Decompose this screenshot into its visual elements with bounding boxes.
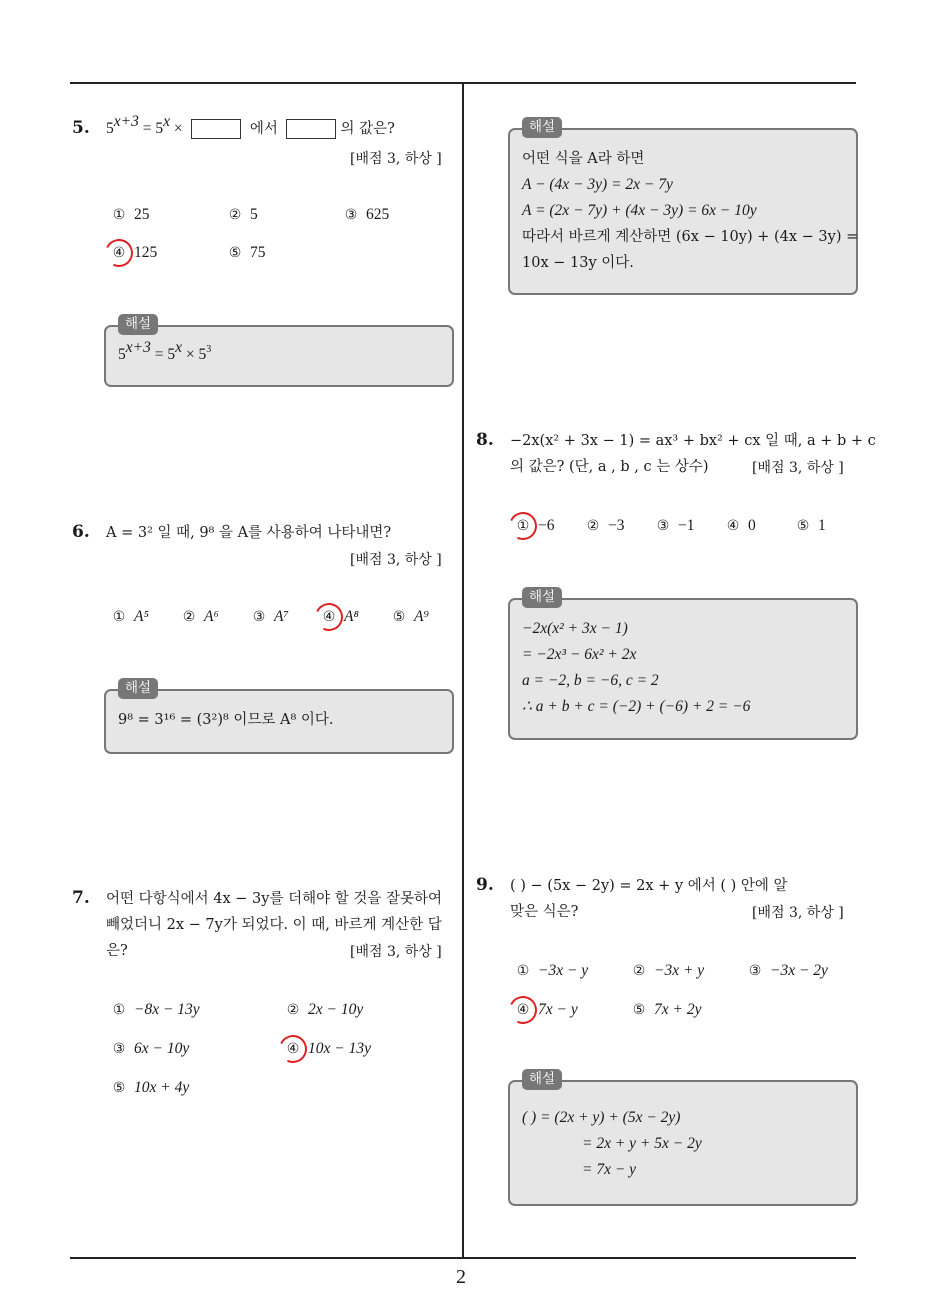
q8-choice-5[interactable]: ⑤ 1: [796, 517, 826, 534]
question-9-stem-line-1: ( ) − (5x − 2y) = 2x + y 에서 ( ) 안에 알: [510, 878, 788, 894]
q6-choice-1[interactable]: ① A⁵: [112, 608, 149, 625]
q6-solution-tag: 해설: [118, 678, 158, 699]
q5-choice-1[interactable]: ① 25: [112, 206, 150, 223]
q5-choice-3[interactable]: ③ 625: [344, 206, 390, 223]
q8-solution-line-2: = −2x³ − 6x² + 2x: [522, 646, 637, 663]
q7-solution-line-5: 10x − 13y 이다.: [522, 255, 634, 271]
question-7-number: 7.: [72, 888, 90, 908]
question-5-stem: $5^{x+3} = 5^x$ × 에서 의 값은?: [106, 113, 395, 137]
question-6-number: 6.: [72, 522, 90, 542]
q7-solution-tag: 해설: [522, 117, 562, 138]
q8-solution-line-1: −2x(x² + 3x − 1): [522, 620, 628, 637]
q9-solution-tag: 해설: [522, 1069, 562, 1090]
q7-choice-1[interactable]: ① −8x − 13y: [112, 1001, 200, 1018]
q7-solution-line-2: A − (4x − 3y) = 2x − 7y: [522, 176, 673, 193]
q5-solution-line: $5^{x+3} = 5^x \times 5^3$: [118, 339, 212, 363]
q8-solution-tag: 해설: [522, 587, 562, 608]
q9-choice-1[interactable]: ① −3x − y: [516, 962, 589, 979]
answer-mark-circle: [505, 992, 541, 1028]
question-8-score: [배점 3, 하상 ]: [752, 460, 844, 476]
question-7-stem-line-3: 은?: [106, 943, 128, 959]
q7-choice-4[interactable]: ④ 10x − 13y: [286, 1040, 371, 1057]
q8-choice-2[interactable]: ② −3: [586, 517, 625, 534]
question-8-stem-line-1: −2x(x² + 3x − 1) = ax³ + bx² + cx 일 때, a + b + c: [510, 433, 876, 449]
q6-choice-5[interactable]: ⑤ A⁹: [392, 608, 429, 625]
q6-choice-4[interactable]: ④ A⁸: [322, 608, 359, 625]
q9-solution-line-1: ( ) = (2x + y) + (5x − 2y): [522, 1109, 681, 1126]
q8-choice-1[interactable]: ① −6: [516, 517, 555, 534]
question-9-score: [배점 3, 하상 ]: [752, 905, 844, 921]
question-7-stem-line-2: 빼었더니 2x − 7y가 되었다. 이 때, 바르게 계산한 답: [106, 917, 442, 933]
q5-choice-4[interactable]: ④ 125: [112, 244, 158, 261]
q6-choice-3[interactable]: ③ A⁷: [252, 608, 289, 625]
answer-mark-circle: [311, 599, 347, 635]
q8-choice-4[interactable]: ④ 0: [726, 517, 756, 534]
q9-solution-line-2: = 2x + y + 5x − 2y: [582, 1135, 702, 1152]
question-8-number: 8.: [476, 430, 494, 450]
q8-solution-line-3: a = −2, b = −6, c = 2: [522, 672, 659, 689]
q6-solution-line: 9⁸ = 3¹⁶ = (3²)⁸ 이므로 A⁸ 이다.: [118, 712, 334, 728]
question-6-stem: A = 3² 일 때, 9⁸ 을 A를 사용하여 나타내면?: [106, 525, 392, 541]
q8-solution-line-4: ∴ a + b + c = (−2) + (−6) + 2 = −6: [522, 698, 751, 715]
q8-choice-3[interactable]: ③ −1: [656, 517, 695, 534]
q7-choice-2[interactable]: ② 2x − 10y: [286, 1001, 364, 1018]
q9-choice-4[interactable]: ④ 7x − y: [516, 1001, 578, 1018]
question-9-stem-line-2: 맞은 식은?: [510, 904, 579, 920]
question-6-score: [배점 3, 하상 ]: [350, 552, 442, 568]
q7-solution-line-1: 어떤 식을 A라 하면: [522, 151, 645, 167]
question-8-stem-line-2: 의 값은? (단, a , b , c 는 상수): [510, 459, 709, 475]
question-9-number: 9.: [476, 875, 494, 895]
answer-mark-circle: [275, 1031, 311, 1067]
q7-choice-3[interactable]: ③ 6x − 10y: [112, 1040, 190, 1057]
q7-choice-5[interactable]: ⑤ 10x + 4y: [112, 1079, 190, 1096]
q5-solution-tag: 해설: [118, 314, 158, 335]
q7-solution-line-3: A = (2x − 7y) + (4x − 3y) = 6x − 10y: [522, 202, 757, 219]
question-5-score: [배점 3, 하상 ]: [350, 151, 442, 167]
q7-solution-line-4: 따라서 바르게 계산하면 (6x − 10y) + (4x − 3y) =: [522, 229, 859, 245]
q9-choice-5[interactable]: ⑤ 7x + 2y: [632, 1001, 702, 1018]
q6-choice-2[interactable]: ② A⁶: [182, 608, 219, 625]
page-number: 2: [456, 1266, 466, 1288]
q9-solution-line-3: = 7x − y: [582, 1161, 637, 1178]
q9-choice-2[interactable]: ② −3x + y: [632, 962, 705, 979]
question-5-number: 5.: [72, 118, 90, 138]
bottom-rule: [70, 1257, 856, 1259]
q9-choice-3[interactable]: ③ −3x − 2y: [748, 962, 828, 979]
answer-mark-circle: [505, 508, 541, 544]
q5-choice-2[interactable]: ② 5: [228, 206, 258, 223]
answer-mark-circle: [101, 235, 137, 271]
answer-blank: [191, 119, 241, 139]
question-7-score: [배점 3, 하상 ]: [350, 944, 442, 960]
column-divider: [462, 84, 464, 1258]
q5-choice-5[interactable]: ⑤ 75: [228, 244, 266, 261]
answer-blank: [286, 119, 336, 139]
question-7-stem-line-1: 어떤 다항식에서 4x − 3y를 더해야 할 것을 잘못하여: [106, 891, 442, 907]
